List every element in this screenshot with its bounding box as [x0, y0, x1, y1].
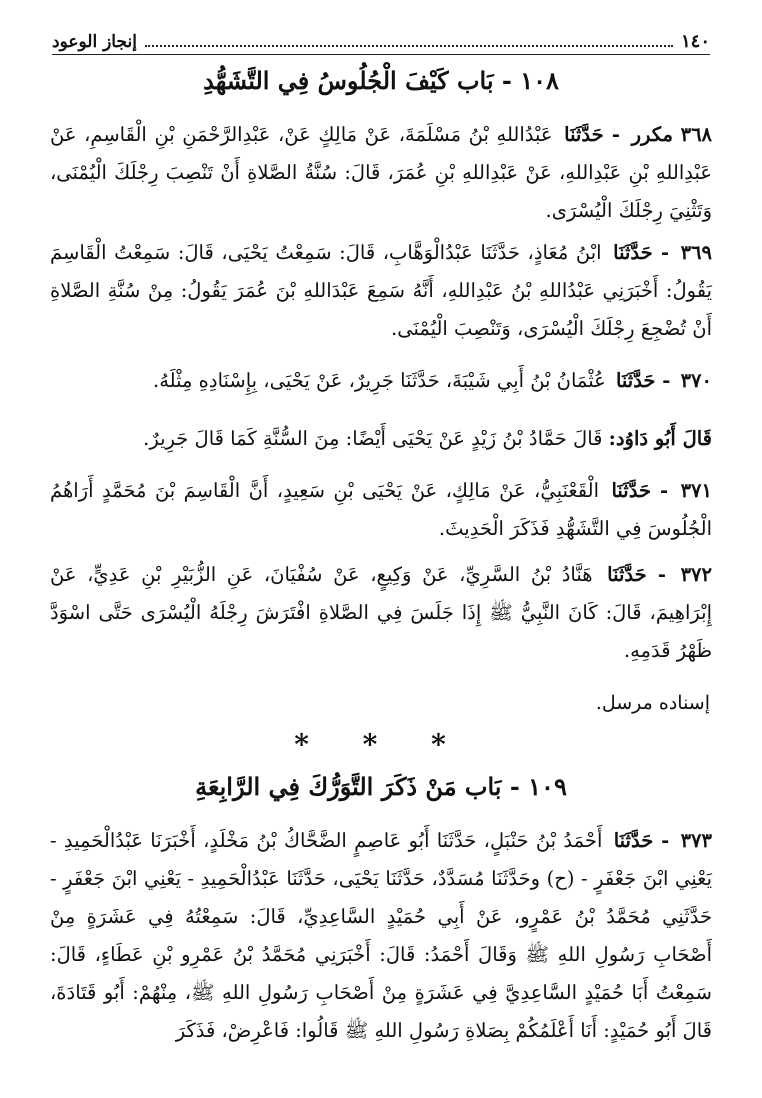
hadith-text: عُثْمَانُ بْنُ أَبِي شَيْبَةَ، حَدَّثَنَا جَرِيرٌ، عَنْ يَحْيَى، بِإِسْنَادِهِ مِثْلَهُ. [153, 369, 606, 392]
chapter-109-title: ١٠٩ - بَاب مَنْ ذَكَرَ التَّوَرُّكَ فِي الرَّابِعَةِ [195, 772, 567, 801]
hadith-lead: - حَدَّثَنَا [611, 479, 669, 502]
page-number: ١٤٠ [680, 31, 710, 52]
hadith-number: ٣٧٣ [680, 829, 712, 852]
hadith-370 [50, 362, 712, 400]
hadith-lead: - حَدَّثَنَا [613, 829, 670, 852]
note-lead: قَالَ أَبُو دَاوُد: [608, 427, 712, 450]
hadith-number: ٣٧٢ [680, 563, 712, 586]
hadith-repeat-mark: مكرر [631, 123, 673, 146]
hadith-text: ابْنُ مُعَاذٍ، حَدَّثَنَا عَبْدُالْوَهَّابِ، قَالَ: سَمِعْتُ يَحْيَى، قَالَ: سَمِعْتُ الْقَاسِمَ يَقُولُ: أَخْبَرَنِي عَبْدُاللهِ بْنُ عَبْدِاللهِ، أَنَّهُ سَمِعَ عَبْدَاللهِ بْنَ عُمَرَ يَقُولُ: مِنْ سُنَّةِ الصَّلاةِ أَنْ تُضْجِعَ رِجْلَكَ الْيُسْرَى، وَتَنْصِبَ الْيُمْنَى. [50, 241, 712, 340]
hadith-text: الْقَعْنَبِيُّ، عَنْ مَالِكٍ، عَنْ يَحْيَى بْنِ سَعِيدٍ، أَنَّ الْقَاسِمَ بْنَ مُحَمَّدٍ أَرَاهُمُ الْجُلُوسَ فِي التَّشَهُّدِ فَذَكَرَ الْحَدِيثَ. [50, 479, 712, 540]
hadith-lead: - حَدَّثَنَا [615, 369, 671, 392]
abu-dawud-note [50, 420, 712, 458]
hadith-373 [50, 822, 712, 1050]
section-separator: * * * [294, 728, 468, 761]
hadith-number: ٣٧٠ [680, 369, 712, 392]
chapter-108-title: ١٠٨ - بَاب كَيْفَ الْجُلُوسُ فِي التَّشَهُّدِ [203, 66, 559, 95]
isnad-grading: إسناده مرسل. [595, 692, 710, 714]
hadith-371 [50, 472, 712, 548]
hadith-lead: - حَدَّثَنَا [607, 563, 666, 586]
hadith-text: هَنَّادُ بْنُ السَّرِيِّ، عَنْ وَكِيعٍ، عَنْ سُفْيَانَ، عَنِ الزُّبَيْرِ بْنِ عَدِيٍّ، عَنْ إِبْرَاهِيمَ، قَالَ: كَانَ النَّبِيُّ ﷺ إِذَا جَلَسَ فِي الصَّلاةِ افْتَرَشَ رِجْلَهُ الْيُسْرَى حَتَّى اسْوَدَّ ظَهْرُ قَدَمِهِ. [50, 563, 712, 662]
hadith-number: ٣٦٨ [680, 123, 713, 146]
hadith-372 [50, 556, 712, 670]
hadith-number: ٣٦٩ [680, 241, 712, 264]
hadith-368 [50, 116, 712, 230]
hadith-369 [50, 234, 712, 348]
hadith-lead: - حَدَّثَنَا [564, 123, 620, 146]
header-rule [52, 54, 710, 55]
running-head [52, 26, 710, 52]
hadith-lead: - حَدَّثَنَا [613, 241, 669, 264]
note-text: قَالَ حَمَّادُ بْنُ زَيْدٍ عَنْ يَحْيَى أَيْضًا: مِنَ السُّنَّةِ كَمَا قَالَ جَرِيرٌ. [143, 427, 603, 450]
hadith-text: عَبْدُاللهِ بْنُ مَسْلَمَةَ، عَنْ مَالِكٍ عَنْ، عَبْدِالرَّحْمَنِ بْنِ الْقَاسِمِ، عَنْ عَبْدِاللهِ بْنِ عَبْدِاللهِ، عَنْ عَبْدِاللهِ بْنِ عُمَرَ، قَالَ: سُنَّةُ الصَّلاةِ أَنْ تَنْصِبَ رِجْلَكَ الْيُمْنَى، وَتَثْنِيَ رِجْلَكَ الْيُسْرَى. [50, 123, 712, 222]
hadith-number: ٣٧١ [680, 479, 712, 502]
hadith-text: أَحْمَدُ بْنُ حَنْبَلٍ، حَدَّثَنَا أَبُو عَاصِمٍ الضَّحَّاكُ بْنُ مَخْلَدٍ، أَخْبَرَنَا عَبْدُالْحَمِيدِ - يَعْنِي ابْنَ جَعْفَرٍ - (ح) وحَدَّثَنَا مُسَدَّدٌ، حَدَّثَنَا يَحْيَى، حَدَّثَنَا عَبْدُالْحَمِيدِ - يَعْنِي ابْنَ جَعْفَرٍ - حَدَّثَنِي مُحَمَّدُ بْنُ عَمْرٍو، عَنْ أَبِي حُمَيْدٍ السَّاعِدِيِّ، قَالَ: سَمِعْتُهُ فِي عَشَرَةٍ مِنْ أَصْحَابِ رَسُولِ اللهِ ﷺ وَقَالَ أَحْمَدُ: قَالَ: أَخْبَرَنِي مُحَمَّدُ بْنُ عَمْرِو بْنِ عَطَاءٍ، قَالَ: سَمِعْتُ أَبَا حُمَيْدٍ السَّاعِدِيَّ فِي عَشَرَةٍ مِنْ أَصْحَابِ رَسُولِ اللهِ ﷺ، مِنْهُمْ: أَبُو قَتَادَةَ، قَالَ أَبُو حُمَيْدٍ: أَنَا أَعْلَمُكُمْ بِصَلاةِ رَسُولِ اللهِ ﷺ قَالُوا: فَاعْرِضْ، فَذَكَرَ [50, 829, 712, 1042]
running-title: إنجاز الوعود [52, 32, 137, 52]
leader-dots [145, 44, 673, 47]
